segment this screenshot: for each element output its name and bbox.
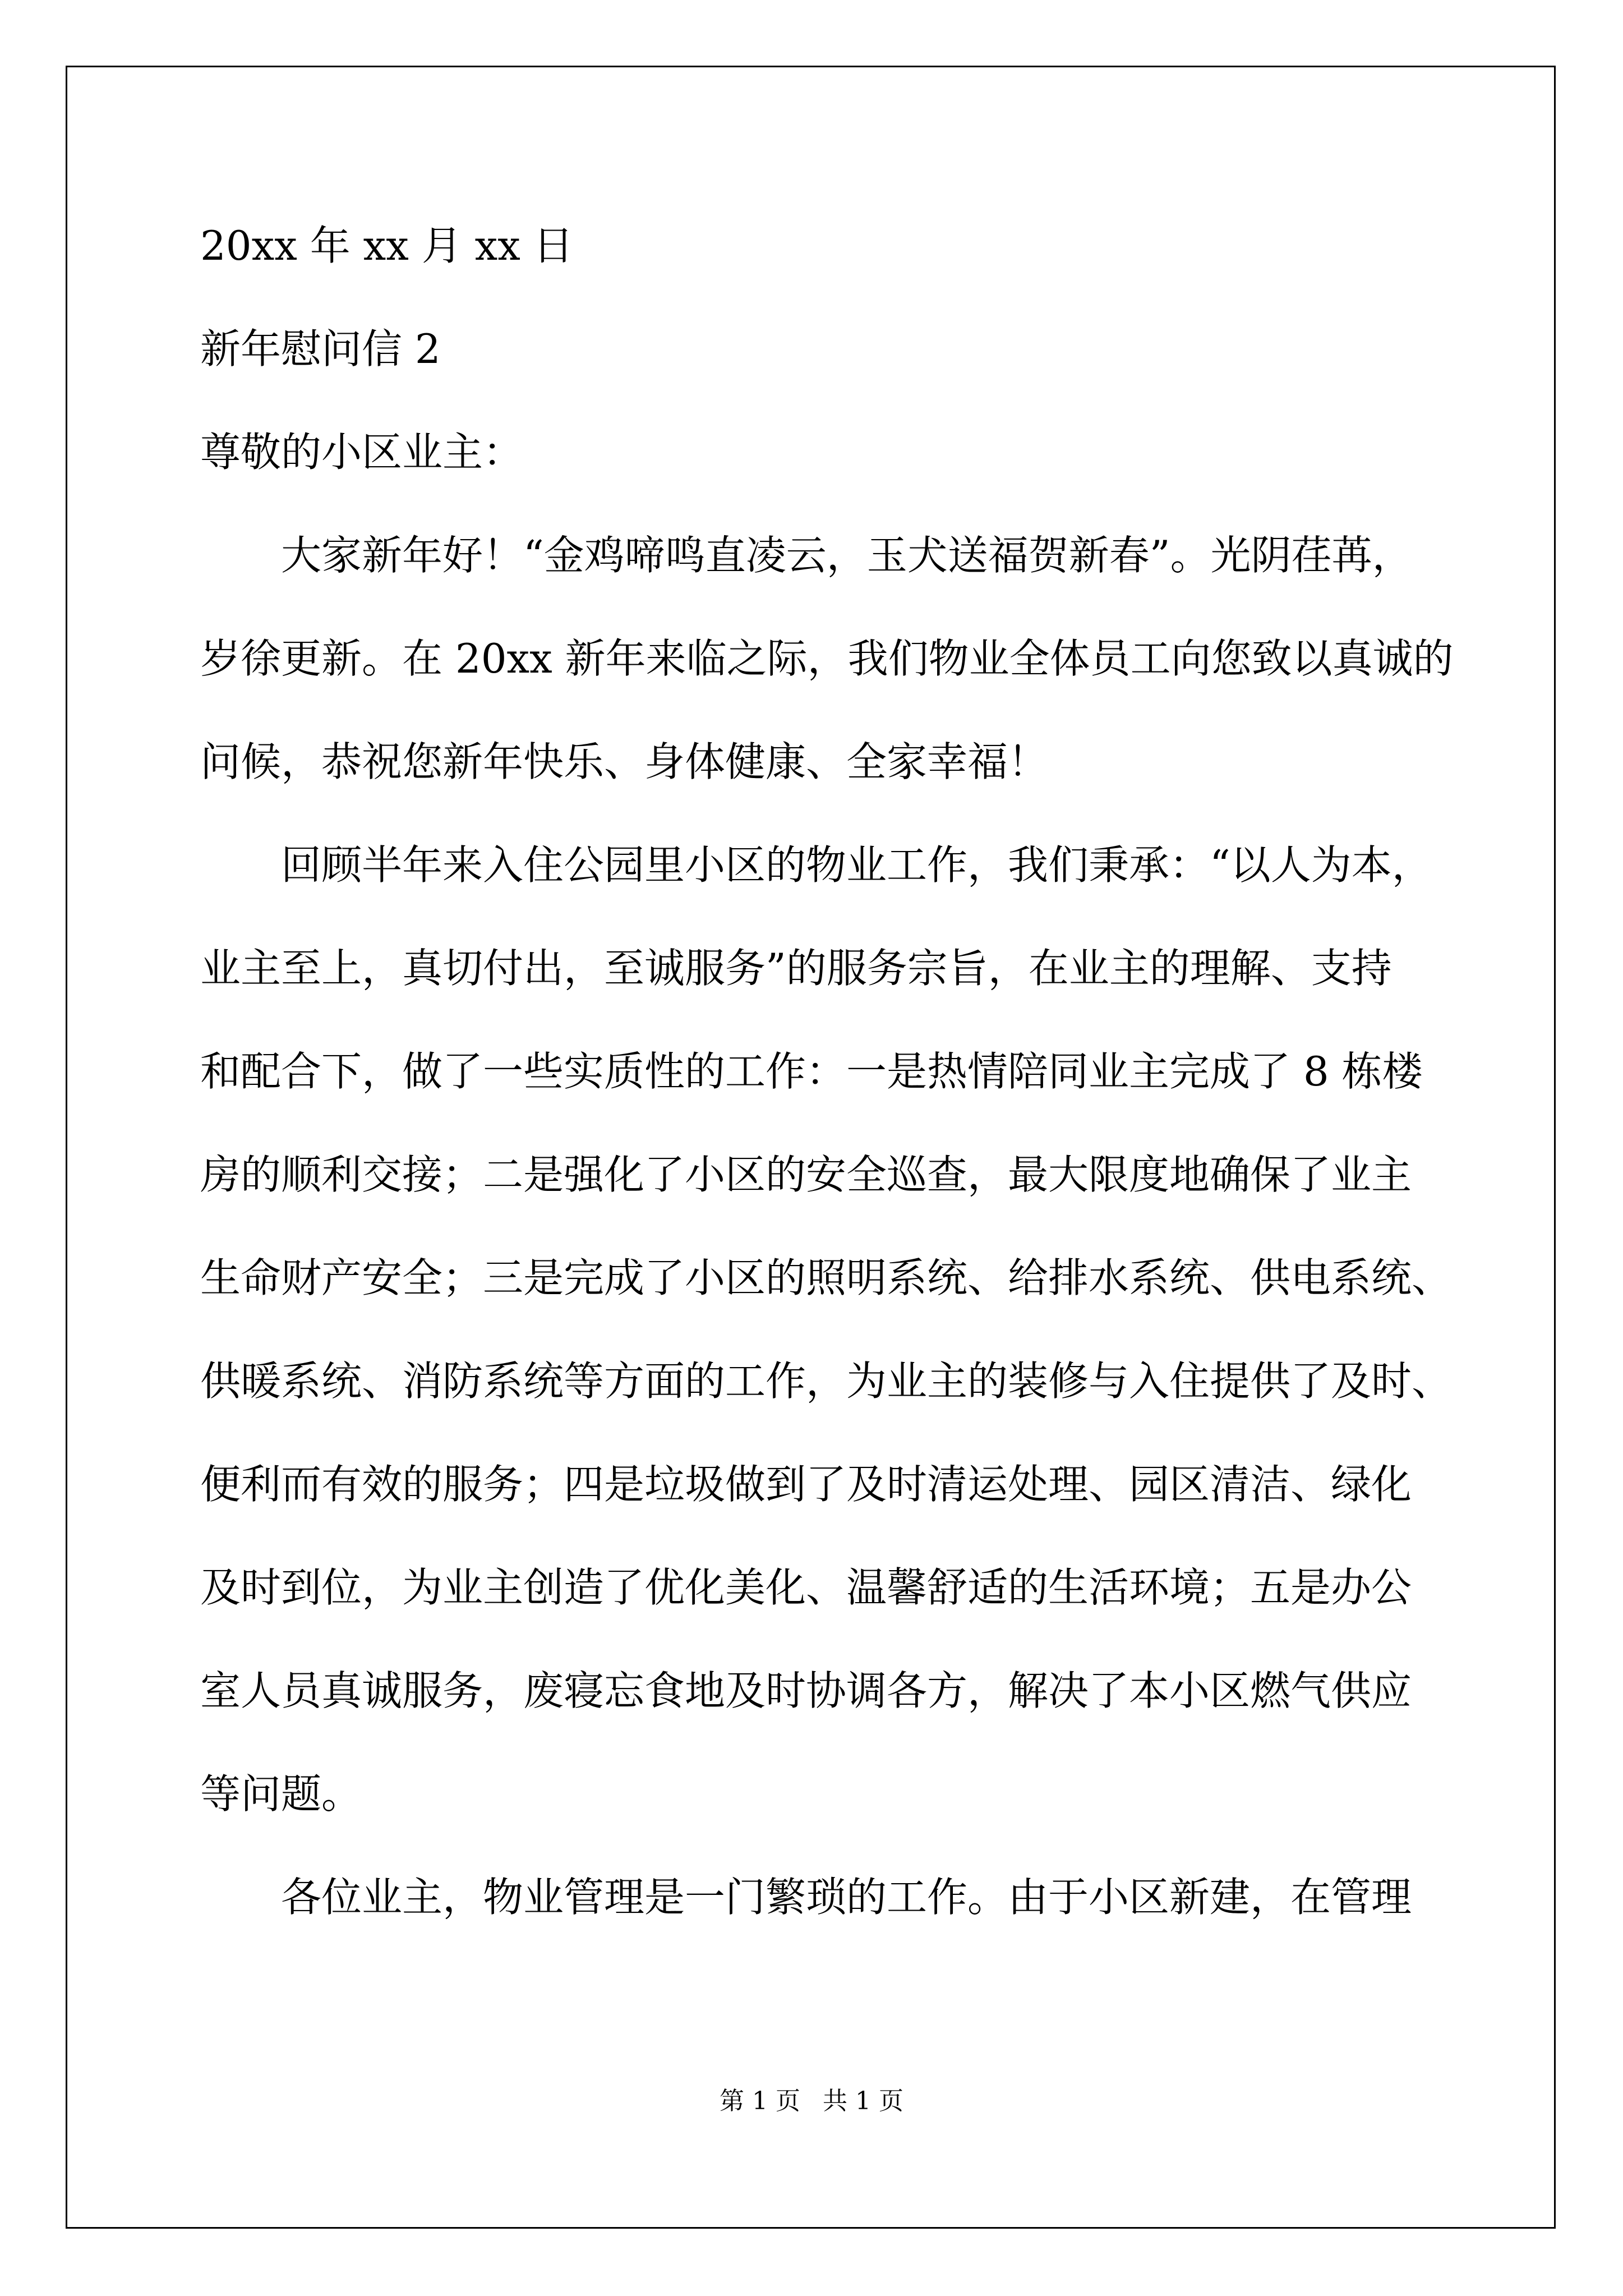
paragraph-line: 和配合下，做了一些实质性的工作：一是热情陪同业主完成了 8 栋楼: [200, 1048, 1423, 1095]
paragraph-line: 房的顺利交接；二是强化了小区的安全巡查，最大限度地确保了业主: [200, 1151, 1412, 1198]
page-footer: [0, 2086, 1623, 2117]
page-number-current: 第 1 页: [720, 2087, 800, 2115]
letter-title: 新年慰问信 2: [200, 325, 441, 372]
paragraph-line: 便利而有效的服务；四是垃圾做到了及时清运处理、园区清洁、绿化: [200, 1461, 1412, 1508]
paragraph-greeting: [200, 528, 1454, 789]
letter-salutation: 尊敬的小区业主：: [200, 429, 524, 476]
paragraph-line: 业主至上，真切付出，至诚服务”的服务宗旨，在业主的理解、支持: [200, 945, 1392, 992]
paragraph-line: 岁徐更新。在 20xx 新年来临之际，我们物业全体员工向您致以真诚的: [200, 635, 1454, 682]
paragraph-review: [200, 838, 1453, 1821]
paragraph-line: 问候，恭祝您新年快乐、身体健康、全家幸福！: [200, 738, 1049, 785]
paragraph-line: 大家新年好！“金鸡啼鸣直凌云，玉犬送福贺新春”。光阴荏苒，: [281, 532, 1413, 579]
paragraph-line: 生命财产安全；三是完成了小区的照明系统、给排水系统、供电系统、: [200, 1254, 1453, 1301]
paragraph-line: 及时到位，为业主创造了优化美化、温馨舒适的生活环境；五是办公: [200, 1564, 1412, 1611]
paragraph-line: 回顾半年来入住公园里小区的物业工作，我们秉承：“以人为本，: [281, 841, 1432, 889]
paragraph-line: 各位业主，物业管理是一门繁琐的工作。由于小区新建，在管理: [281, 1874, 1412, 1921]
page-number-total: 共 1 页: [823, 2087, 903, 2115]
letter-date: 20xx 年 xx 月 xx 日: [200, 222, 574, 269]
document-body: [200, 219, 1454, 1973]
paragraph-line: 供暖系统、消防系统等方面的工作，为业主的装修与入住提供了及时、: [200, 1358, 1453, 1405]
paragraph-line: 等问题。: [200, 1770, 362, 1818]
paragraph-closing: [200, 1870, 1438, 1924]
paragraph-line: 室人员真诚服务，废寝忘食地及时协调各方，解决了本小区燃气供应: [200, 1667, 1412, 1714]
